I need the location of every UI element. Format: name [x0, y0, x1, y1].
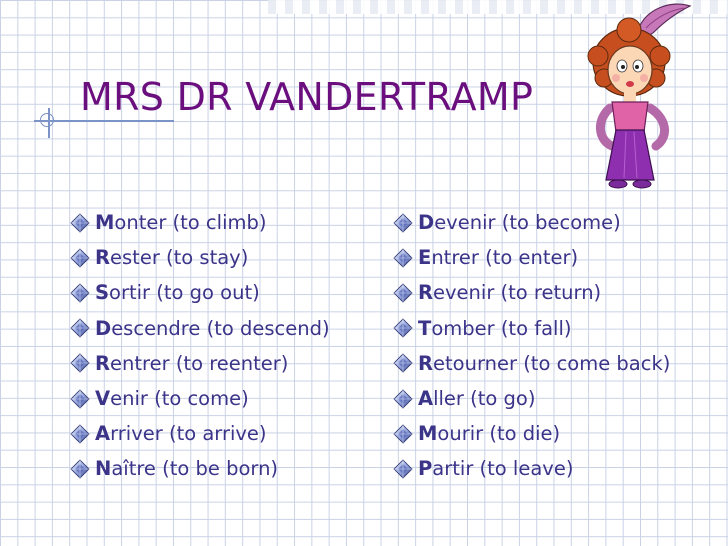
diamond-bullet-icon: [70, 248, 90, 268]
verb-rest: ortir (to go out): [109, 281, 260, 305]
verb-initial: M: [418, 422, 438, 446]
verb-rest: evenir (to return): [433, 281, 602, 305]
diamond-bullet-icon: [393, 213, 413, 233]
verb-rest: ourir (to die): [437, 422, 561, 446]
title-ring-ornament: [40, 113, 54, 127]
diamond-bullet-icon: [70, 318, 90, 338]
list-item: [70, 311, 330, 346]
list-item: [393, 240, 670, 275]
verb-initial: V: [95, 387, 111, 411]
verb-initial: E: [418, 246, 432, 270]
list-item: [393, 311, 670, 346]
list-item: [393, 205, 670, 240]
verb-initial: M: [95, 211, 115, 235]
verb-initial: D: [418, 211, 435, 235]
diamond-bullet-icon: [70, 213, 90, 233]
list-item: [70, 240, 330, 275]
verb-list-right: [393, 205, 670, 487]
list-item: [70, 205, 330, 240]
verb-initial: R: [418, 281, 434, 305]
verb-rest: rriver (to arrive): [110, 422, 267, 446]
diamond-bullet-icon: [393, 353, 413, 373]
verb-rest: evenir (to become): [434, 211, 621, 235]
list-item: [70, 451, 330, 486]
diamond-bullet-icon: [70, 459, 90, 479]
list-item: [393, 381, 670, 416]
verb-initial: S: [95, 281, 110, 305]
slide-title: MRS DR VANDERTRAMP: [80, 75, 534, 119]
verb-initial: R: [95, 351, 111, 375]
list-item: [393, 275, 670, 310]
verb-rest: onter (to climb): [114, 211, 267, 235]
list-item: [70, 275, 330, 310]
diamond-bullet-icon: [393, 389, 413, 409]
diamond-bullet-icon: [393, 283, 413, 303]
verb-initial: N: [95, 457, 112, 481]
verb-initial: D: [95, 316, 112, 340]
verb-rest: omber (to fall): [431, 316, 572, 340]
list-item: [70, 381, 330, 416]
diamond-bullet-icon: [393, 459, 413, 479]
verb-list-left: [70, 205, 330, 487]
verb-initial: R: [418, 351, 434, 375]
verb-rest: etourner (to come back): [433, 351, 671, 375]
title-underline: [34, 120, 174, 122]
list-item: [393, 346, 670, 381]
list-item: [393, 416, 670, 451]
diamond-bullet-icon: [70, 353, 90, 373]
verb-initial: R: [95, 246, 111, 270]
diamond-bullet-icon: [70, 424, 90, 444]
diamond-bullet-icon: [70, 389, 90, 409]
verb-rest: enir (to come): [110, 387, 249, 411]
verb-initial: A: [418, 387, 434, 411]
list-item: [70, 416, 330, 451]
diamond-bullet-icon: [393, 318, 413, 338]
diamond-bullet-icon: [70, 283, 90, 303]
verb-rest: entrer (to reenter): [110, 351, 289, 375]
verb-rest: escendre (to descend): [111, 316, 330, 340]
verb-rest: ester (to stay): [110, 246, 249, 270]
verb-initial: A: [95, 422, 111, 446]
verb-initial: T: [418, 316, 432, 340]
verb-rest: artir (to leave): [432, 457, 574, 481]
verb-rest: ntrer (to enter): [431, 246, 579, 270]
list-item: [70, 346, 330, 381]
list-item: [393, 451, 670, 486]
diamond-bullet-icon: [393, 248, 413, 268]
verb-initial: P: [418, 457, 433, 481]
verb-rest: ller (to go): [433, 387, 536, 411]
diamond-bullet-icon: [393, 424, 413, 444]
cartoon-lady-clipart: [574, 0, 714, 192]
verb-rest: aître (to be born): [111, 457, 279, 481]
